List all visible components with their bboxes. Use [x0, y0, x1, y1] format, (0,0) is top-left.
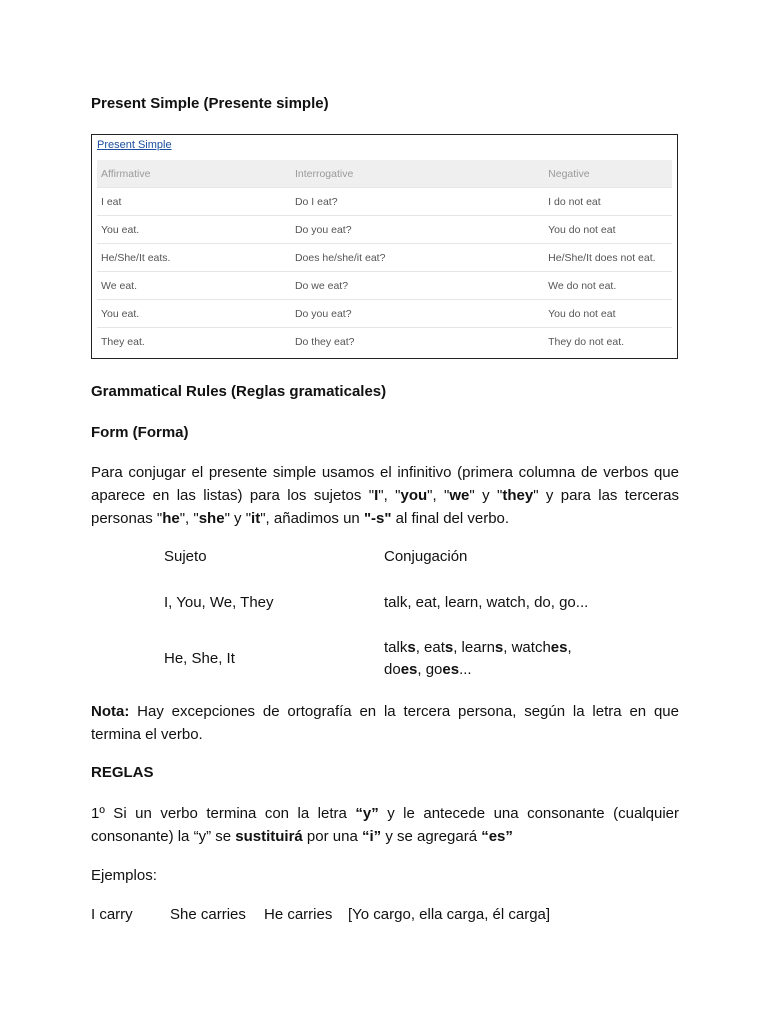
- conjugation-row-1: talk, eat, learn, watch, do, go...: [384, 594, 589, 611]
- conjugation-table: [97, 160, 672, 355]
- table-header-cell: Affirmative: [97, 160, 291, 188]
- table-cell: Does he/she/it eat?: [291, 244, 544, 272]
- table-cell: Do I eat?: [291, 188, 544, 216]
- table-row: [97, 272, 672, 300]
- conjugation-row-2: talks, eats, learns, watches, does, goes...: [384, 639, 572, 678]
- table-cell: You eat.: [97, 216, 291, 244]
- rules-heading: Grammatical Rules (Reglas gramaticales): [91, 383, 387, 400]
- table-cell: Do we eat?: [291, 272, 544, 300]
- example-3: He carries: [264, 906, 333, 923]
- table-row: [97, 328, 672, 356]
- table-cell: I do not eat: [544, 188, 672, 216]
- example-translation: [Yo cargo, ella carga, él carga]: [348, 906, 551, 923]
- subject-header: Sujeto: [164, 548, 207, 565]
- subject-row-1: I, You, We, They: [164, 594, 274, 611]
- table-cell: They eat.: [101, 335, 145, 348]
- table-cell: He/She/It eats.: [97, 244, 291, 272]
- table-row: [97, 216, 672, 244]
- examples-label: Ejemplos:: [91, 867, 157, 884]
- table-cell: We eat.: [97, 272, 291, 300]
- table-cell: Do you eat?: [291, 300, 544, 328]
- table-caption-link[interactable]: Present Simple: [97, 139, 172, 151]
- table-header-cell: Negative: [544, 160, 672, 188]
- table-cell: He/She/It does not eat.: [544, 244, 672, 272]
- table-row: [97, 300, 672, 328]
- present-simple-table: [91, 134, 678, 359]
- page-title: Present Simple (Presente simple): [91, 95, 329, 112]
- example-1: I carry: [91, 906, 133, 923]
- table-row: [97, 244, 672, 272]
- subject-row-2: He, She, It: [164, 650, 235, 667]
- table-cell: I eat: [97, 188, 291, 216]
- table-cell: Do they eat?: [294, 335, 355, 348]
- table-row: [97, 188, 672, 216]
- form-heading: Form (Forma): [91, 424, 189, 441]
- table-cell: You do not eat: [544, 216, 672, 244]
- conjugation-header: Conjugación: [384, 548, 468, 565]
- table-cell: We do not eat.: [544, 272, 672, 300]
- table-cell: Do you eat?: [291, 216, 544, 244]
- table-cell: You eat.: [97, 300, 291, 328]
- table-header-row: [97, 160, 672, 188]
- table-cell: They do not eat.: [548, 335, 625, 348]
- table-header-cell: Interrogative: [291, 160, 544, 188]
- table-cell: You do not eat: [544, 300, 672, 328]
- form-paragraph: Para conjugar el presente simple usamos el infinitivo (primera columna de verbos que aparece en las listas) para los sujetos "I", "you", "we" y "they" y para las terceras personas "he", "she" y "it", añadimos un "-s" al final del verbo.: [91, 464, 679, 527]
- rule-1-paragraph: 1º Si un verbo termina con la letra “y” y le antecede una consonante (cualquier consonante) la “y” se sustituirá por una “i” y se agregará “es”: [91, 805, 680, 845]
- nota-paragraph: Nota: Hay excepciones de ortografía en la tercera persona, según la letra en que termina el verbo.: [91, 703, 679, 743]
- reglas-heading: REGLAS: [91, 764, 154, 781]
- example-2: She carries: [170, 906, 246, 923]
